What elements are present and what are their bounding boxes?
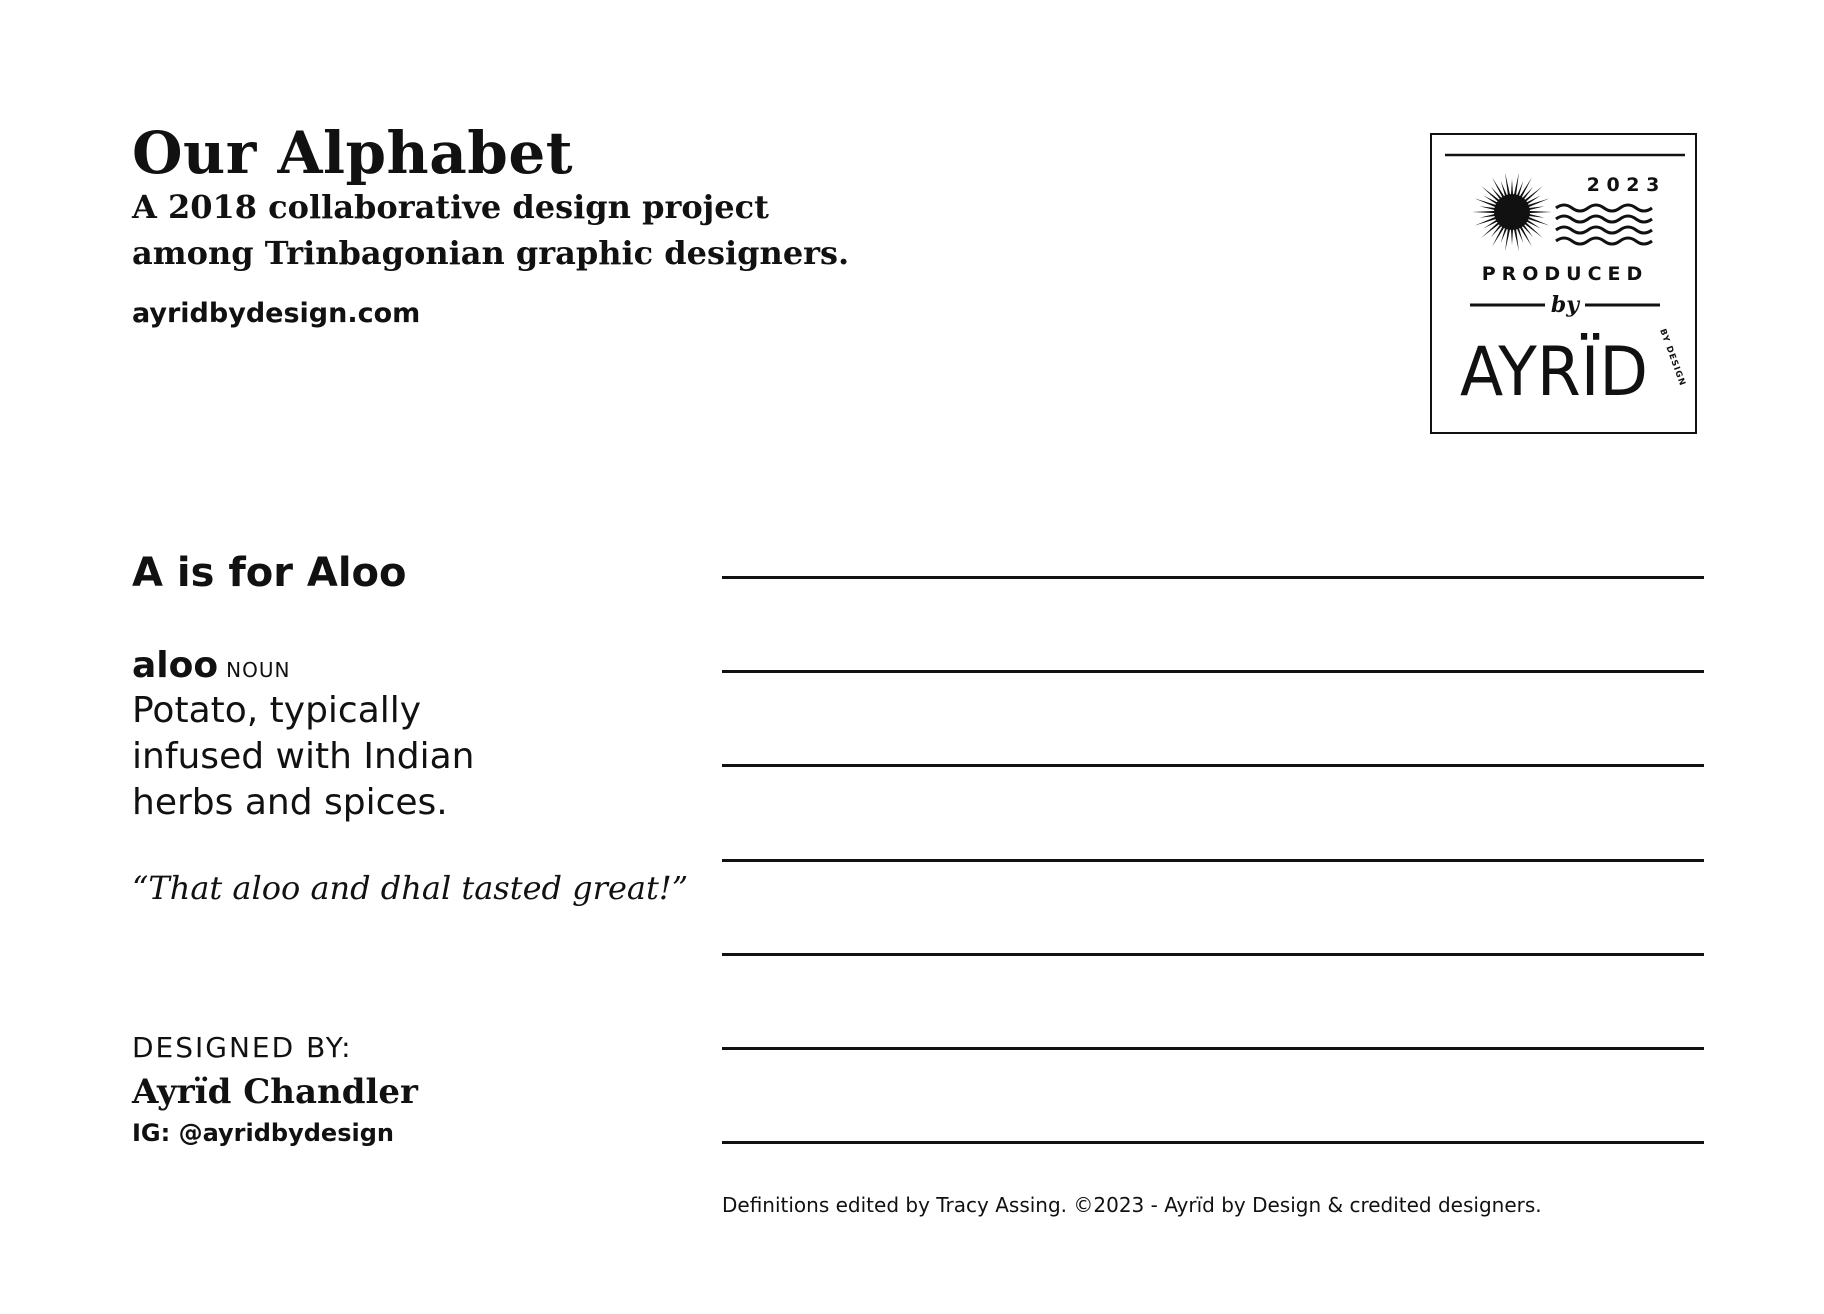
footer-note: Definitions edited by Tracy Assing. ©2023 - Ayrïd by Design & credited designers. — [722, 1193, 1542, 1217]
designed-by-label: DESIGNED BY: — [132, 1031, 353, 1064]
entry-word: aloo — [132, 645, 219, 686]
subtitle-line: among Trinbagonian graphic designers. — [132, 234, 850, 272]
word-row — [132, 645, 290, 686]
stamp-brand-suffix: BY DESIGN — [1657, 327, 1688, 388]
stamp-by: by — [1550, 292, 1580, 318]
example-sentence: “That aloo and dhal tasted great!” — [132, 869, 689, 907]
website-url: ayridbydesign.com — [132, 298, 421, 329]
definition-line: Potato, typically — [132, 690, 422, 731]
writing-line — [722, 576, 1704, 579]
designer-name: Ayrïd Chandler — [132, 1072, 418, 1112]
stamp-brand: AYRÏD — [1460, 333, 1648, 412]
writing-line — [722, 1141, 1704, 1144]
entry-heading: A is for Aloo — [132, 550, 407, 596]
subtitle-line: A 2018 collaborative design project — [132, 188, 769, 226]
stamp-artwork — [1432, 135, 1699, 436]
writing-line — [722, 764, 1704, 767]
definition-line: infused with Indian — [132, 736, 475, 777]
produced-by-stamp — [1430, 133, 1697, 434]
page-subtitle — [132, 184, 849, 276]
designer-instagram: IG: @ayridbydesign — [132, 1119, 394, 1147]
writing-line — [722, 670, 1704, 673]
entry-definition — [132, 688, 475, 826]
sun-core — [1494, 194, 1530, 230]
writing-line — [722, 953, 1704, 956]
part-of-speech: NOUN — [226, 658, 291, 682]
writing-line — [722, 1047, 1704, 1050]
definition-line: herbs and spices. — [132, 782, 448, 823]
stamp-produced: PRODUCED — [1481, 263, 1649, 285]
stamp-year: 2 0 2 3 — [1586, 174, 1660, 196]
page-title: Our Alphabet — [132, 119, 574, 187]
waves-icon — [1556, 205, 1652, 244]
writing-line — [722, 859, 1704, 862]
